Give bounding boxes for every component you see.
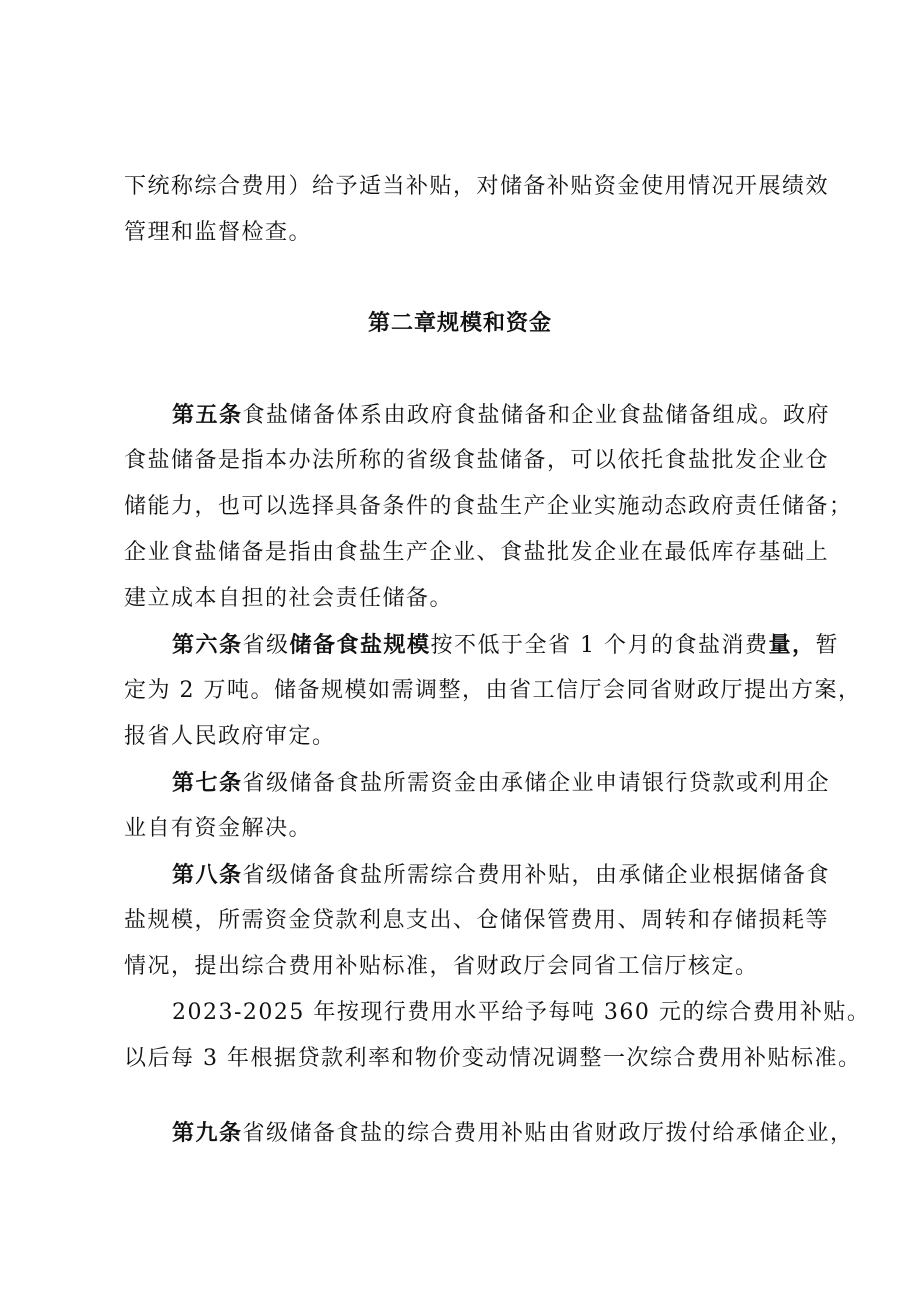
subsidy-line-2: 以后每 3 年根据贷款利率和物价变动情况调整一次综合费用补贴标准。 — [124, 1046, 862, 1071]
article-5-text-1: 食盐储备体系由政府食盐储备和企业食盐储备组成。政府 — [242, 403, 831, 428]
article-7-line-2: 业自有资金解决。 — [124, 816, 313, 841]
article-6-label: 第六条 — [172, 632, 243, 658]
article-9-text-1: 省级储备食盐的综合费用补贴由省财政厅拨付给承储企业， — [242, 1121, 854, 1146]
article-5-line-1 — [172, 400, 831, 431]
continuation-line-1: 下统称综合费用）给予适当补贴，对储备补贴资金使用情况开展绩效 — [124, 174, 830, 199]
article-6-seg-4: 量， — [768, 632, 816, 658]
article-6-line-3: 报省人民政府审定。 — [124, 724, 336, 749]
article-7-text-1: 省级储备食盐所需资金由承储企业申请银行贷款或利用企 — [242, 771, 831, 796]
article-7-label: 第七条 — [172, 770, 243, 796]
article-5-label: 第五条 — [172, 402, 243, 428]
article-6-line-2: 定为 2 万吨。储备规模如需调整，由省工信厅会同省财政厅提出方案， — [124, 678, 862, 703]
article-7-line-1 — [172, 768, 831, 799]
article-8-line-1 — [172, 860, 831, 891]
article-5-line-4: 企业食盐储备是指由食盐生产企业、食盐批发企业在最低库存基础上 — [124, 540, 830, 565]
continuation-line-2: 管理和监督检查。 — [124, 220, 313, 245]
article-8-line-3: 情况，提出综合费用补贴标准，省财政厅会同省工信厅核定。 — [124, 954, 759, 979]
article-8-label: 第八条 — [172, 862, 243, 888]
article-5-line-5: 建立成本自担的社会责任储备。 — [124, 586, 454, 611]
article-6-seg-5: 暂 — [815, 633, 840, 658]
article-6-line-1 — [172, 630, 840, 661]
chapter-title: 第二章规模和资金 — [367, 310, 552, 336]
article-5-line-2: 食盐储备是指本办法所称的省级食盐储备，可以依托食盐批发企业仓 — [124, 448, 830, 473]
article-8-text-1: 省级储备食盐所需综合费用补贴，由承储企业根据储备食 — [242, 863, 831, 888]
article-6-seg-3: 按不低于全省 1 个月的食盐消费 — [430, 633, 769, 658]
article-5-line-3: 储能力，也可以选择具备条件的食盐生产企业实施动态政府责任储备； — [124, 494, 853, 519]
article-9-label: 第九条 — [172, 1120, 243, 1146]
article-6-seg-2: 储备食盐规模 — [289, 632, 431, 658]
article-8-line-2: 盐规模，所需资金贷款利息支出、仓储保管费用、周转和存储损耗等 — [124, 908, 830, 933]
subsidy-line-1: 2023-2025 年按现行费用水平给予每吨 360 元的综合费用补贴。 — [172, 1000, 871, 1025]
article-6-seg-1: 省级 — [242, 633, 290, 658]
article-9-line-1 — [172, 1118, 854, 1149]
